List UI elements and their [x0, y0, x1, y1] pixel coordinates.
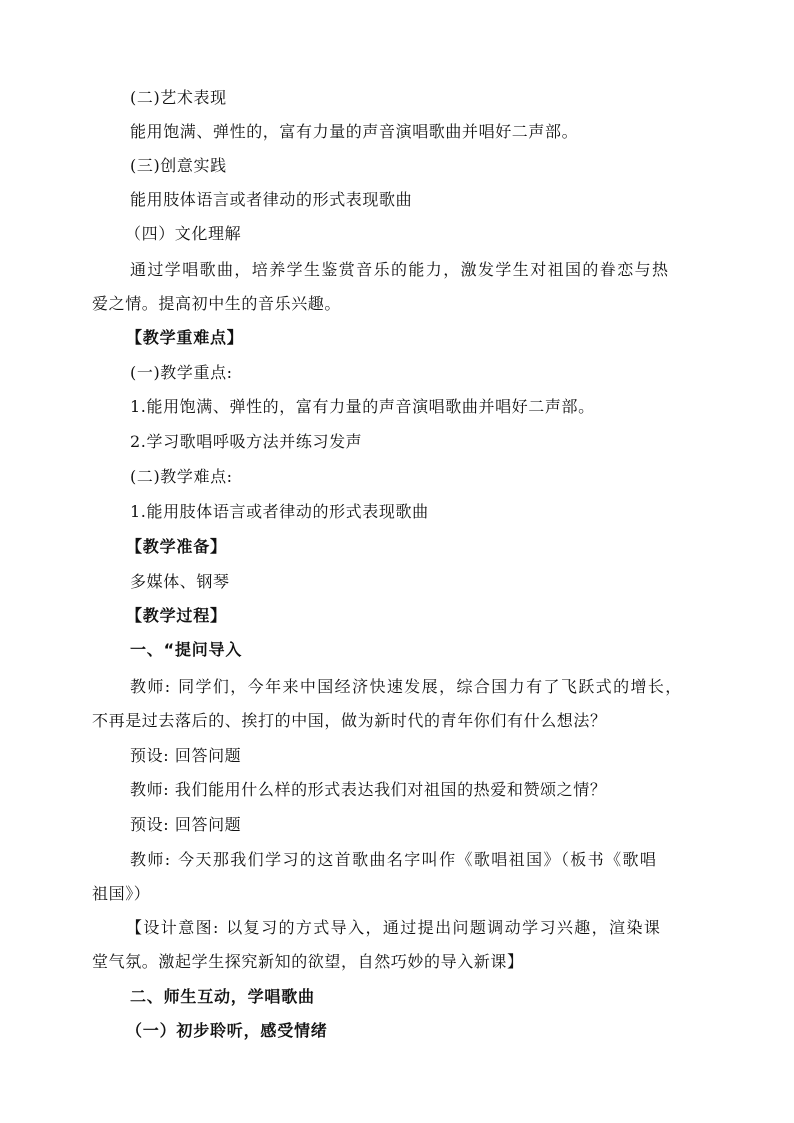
- section-heading-preparation: 【教学准备】: [126, 537, 227, 556]
- section-heading-process: 【教学过程】: [126, 606, 227, 625]
- paragraph-line: 祖国》）: [92, 884, 151, 903]
- design-intent-line: 堂气氛。激起学生探究新知的欲望，自然巧妙的导入新课】: [92, 952, 524, 971]
- paragraph-line: 不再是过去落后的、挨打的中国，做为新时代的青年你们有什么想法？: [92, 711, 607, 730]
- step-heading-questioning: 一、“提问导入: [130, 640, 243, 659]
- list-item: 1.能用肢体语言或者律动的形式表现歌曲: [130, 502, 429, 521]
- subheading-key-points: (一)教学重点:: [130, 363, 233, 382]
- section-heading-cultural-understanding: （四）文化理解: [125, 224, 242, 243]
- paragraph-line: 教师: 今天那我们学习的这首歌曲名字叫作《歌唱祖国》（板书《歌唱: [130, 850, 658, 869]
- paragraph-line: 教师: 我们能用什么样的形式表达我们对祖国的热爱和赞颂之情？: [130, 780, 607, 799]
- paragraph-line: 爱之情。提高初中生的音乐兴趣。: [92, 294, 342, 313]
- paragraph-line: 教师: 同学们，今年来中国经济快速发展，综合国力有了飞跃式的增长，: [130, 677, 683, 696]
- step-heading-interaction: 二、师生互动，学唱歌曲: [130, 987, 315, 1006]
- paragraph-line: 预设: 回答问题: [130, 746, 242, 765]
- section-heading-artistic-expression: (二)艺术表现: [130, 88, 227, 107]
- design-intent-line: 【设计意图: 以复习的方式导入，通过提出问题调动学习兴趣，渲染课: [126, 918, 662, 937]
- list-item: 1.能用饱满、弹性的，富有力量的声音演唱歌曲并唱好二声部。: [130, 397, 595, 416]
- section-heading-key-difficulties: 【教学重难点】: [126, 328, 244, 347]
- paragraph-line: 能用肢体语言或者律动的形式表现歌曲: [130, 190, 413, 209]
- list-item: 2.学习歌唱呼吸方法并练习发声: [130, 432, 363, 451]
- subheading-difficulties: (二)教学难点:: [130, 467, 233, 486]
- paragraph-line: 通过学唱歌曲，培养学生鉴赏音乐的能力，激发学生对祖国的眷恋与热: [130, 260, 670, 279]
- paragraph-line: 预设: 回答问题: [130, 815, 242, 834]
- section-heading-creative-practice: (三)创意实践: [130, 156, 227, 175]
- paragraph-line: 能用饱满、弹性的，富有力量的声音演唱歌曲并唱好二声部。: [130, 122, 579, 141]
- paragraph-line: 多媒体、钢琴: [130, 572, 230, 591]
- subheading-first-listening: （一）初步聆听，感受情绪: [126, 1021, 328, 1040]
